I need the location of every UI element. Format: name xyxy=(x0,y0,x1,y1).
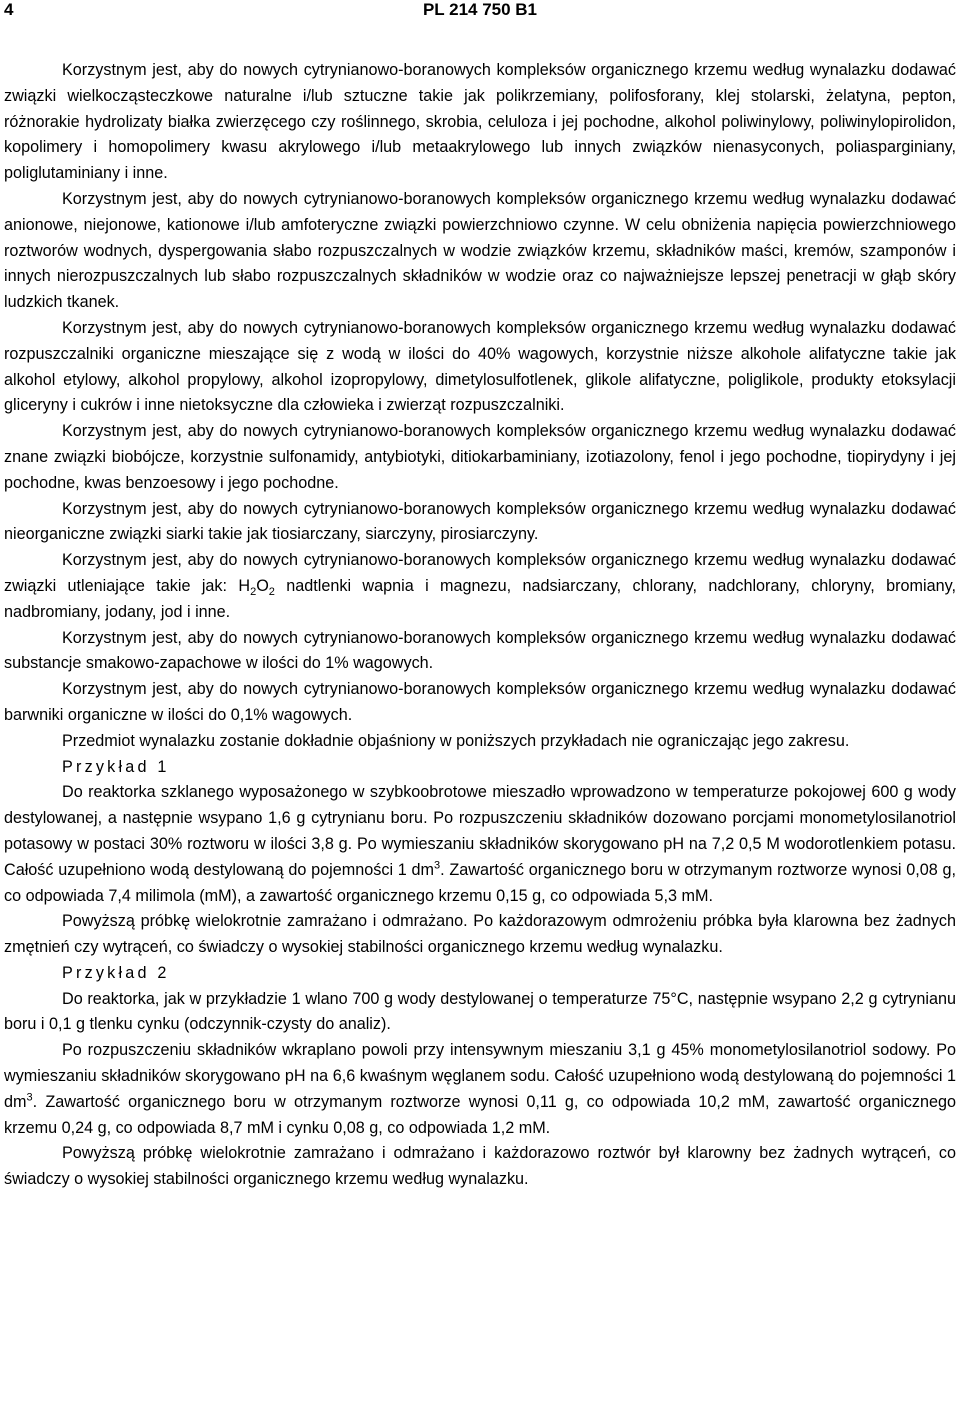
paragraph-intro-examples: Przedmiot wynalazku zostanie dokładnie objaśniony w poniższych przykładach nie ograniczając jego zakresu. xyxy=(62,731,850,750)
example-2-heading: Przykład 2 xyxy=(62,963,170,982)
paragraph-polymers: Korzystnym jest, aby do nowych cytrynianowo-boranowych kompleksów organicznego krzemu według wynalazku dodawać związki wielkocząsteczkowe naturalne i/lub sztuczne takie jak polikrzemiany, polifosforany, klej stolarski, żelatyna, pepton, różnorakie hydrolizaty białka zwierzęcego czy roślinnego, skrobia, celuloza i jej pochodne, alkohol poliwinylowy, poliwinylopirolidon, kopolimery i homopolimery kwasu akrylowego i/lub metaakrylowego lub innych związków nienasyconych, poliasparginiany, poliglutaminiany i inne. xyxy=(4,61,956,183)
page-header xyxy=(0,0,960,22)
paragraph-sulfur-compounds: Korzystnym jest, aby do nowych cytrynianowo-boranowych kompleksów organicznego krzemu według wynalazku dodawać nieorganiczne związki siarki takie jak tiosiarczany, siarczyny, pirosiarczyny. xyxy=(4,499,956,544)
example-1-heading: Przykład 1 xyxy=(62,757,170,776)
page-number: 4 xyxy=(4,0,14,19)
paragraph-solvents: Korzystnym jest, aby do nowych cytrynianowo-boranowych kompleksów organicznego krzemu według wynalazku dodawać rozpuszczalniki organiczne mieszające się z wodą w ilości do 40% wagowych, korzystnie niższe alkohole alifatyczne takie jak alkohol etylowy, alkohol propylowy, alkohol izopropylowy, dimetylosulfotlenek, glikole alifatyczne, poliglikole, produkty etoksylacji gliceryny i cukrów i inne nietoksyczne dla człowieka i zwierząt rozpuszczalniki. xyxy=(4,318,956,415)
paragraph-flavors: Korzystnym jest, aby do nowych cytrynianowo-boranowych kompleksów organicznego krzemu według wynalazku dodawać substancje smakowo-zapachowe w ilości do 1% wagowych. xyxy=(4,628,956,673)
patent-id: PL 214 750 B1 xyxy=(422,0,538,19)
paragraph-dyes: Korzystnym jest, aby do nowych cytrynianowo-boranowych kompleksów organicznego krzemu według wynalazku dodawać barwniki organiczne w ilości do 0,1% wagowych. xyxy=(4,680,956,724)
example-2-paragraph-3: Powyższą próbkę wielokrotnie zamrażano i odmrażano i każdorazowo roztwór był klarowny bez żadnych wytrąceń, co świadczy o wysokiej stabilności organicznego krzemu według wynalazku. xyxy=(4,1144,956,1189)
example-1-paragraph-2: Powyższą próbkę wielokrotnie zamrażano i odmrażano. Po każdorazowym odmrożeniu próbka była klarowna bez żadnych zmętnień czy wytrąceń, co świadczy o wysokiej stabilności organicznego krzemu według wynalazku. xyxy=(4,912,956,957)
paragraph-oxidizers: Korzystnym jest, aby do nowych cytrynianowo-boranowych kompleksów organicznego krzemu według wynalazku dodawać związki utleniające takie jak: $H_2O_2$ nadtlenki wapnia i magnezu, nadsiarczany, chlorany, nadchlorany, chloryny, bromiany, nadbromiany, jodany, jod i inne. xyxy=(4,551,956,621)
example-2-paragraph-1: Do reaktorka, jak w przykładzie 1 wlano 700 g wody destylowanej o temperaturze 75°C, następnie wsypano 2,2 g cytrynianu boru i 0,1 g tlenku cynku (odczynnik-czysty do analiz). xyxy=(4,989,956,1034)
paragraph-biocides: Korzystnym jest, aby do nowych cytrynianowo-boranowych kompleksów organicznego krzemu według wynalazku dodawać znane związki biobójcze, korzystnie sulfonamidy, antybiotyki, ditiokarbaminiany, izotiazolony, fenol i jego pochodne, tiopirydyny i jej pochodne, kwas benzoesowy i jego pochodne. xyxy=(4,422,956,492)
paragraph-surfactants: Korzystnym jest, aby do nowych cytrynianowo-boranowych kompleksów organicznego krzemu według wynalazku dodawać anionowe, niejonowe, kationowe i/lub amfoteryczne związki powierzchniowo czynne. W celu obniżenia napięcia powierzchniowego roztworów wodnych, dyspergowania słabo rozpuszczalnych w wodzie związków krzemu, składników maści, kremów, szamponów i innych nierozpuszczalnych lub słabo rozpuszczalnych składników w wodzie oraz co najważniejsze lepszej penetracji w głąb skóry ludzkich tkanek. xyxy=(4,189,956,312)
example-1-paragraph-1: Do reaktorka szklanego wyposażonego w szybkoobrotowe mieszadło wprowadzono w temperaturze pokojowej 600 g wody destylowanej, a następnie wsypano 1,6 g cytrynianu boru. Po rozpuszczeniu składników dozowano porcjami monometylosilanotriol potasowy w postaci 30% roztworu w ilości 3,8 g. Po wymieszaniu składników skorygowano pH na 7,2 0,5 M wodorotlenkiem potasu. Całość uzupełniono wodą destylowaną do pojemności 1 $dm^3$. Zawartość organicznego boru w otrzymanym roztworze wynosi 0,08 g, co odpowiada 7,4 milimola (mM), a zawartość organicznego krzemu 0,15 g, co odpowiada 5,3 mM. xyxy=(4,783,956,905)
example-2-paragraph-2: Po rozpuszczeniu składników wkraplano powoli przy intensywnym mieszaniu 3,1 g 45% monometylosilanotriol sodowy. Po wymieszaniu składników skorygowano pH na 6,6 kwaśnym węglanem sodu. Całość uzupełniono wodą destylowaną do pojemności 1 $dm^3$. Zawartość organicznego boru w otrzymanym roztworze wynosi 0,11 g, co odpowiada 10,2 mM, zawartość organicznego krzemu 0,24 g, co odpowiada 8,7 mM i cynku 0,08 g, co odpowiada 1,2 mM. xyxy=(4,1041,956,1137)
document-body xyxy=(4,58,956,1193)
